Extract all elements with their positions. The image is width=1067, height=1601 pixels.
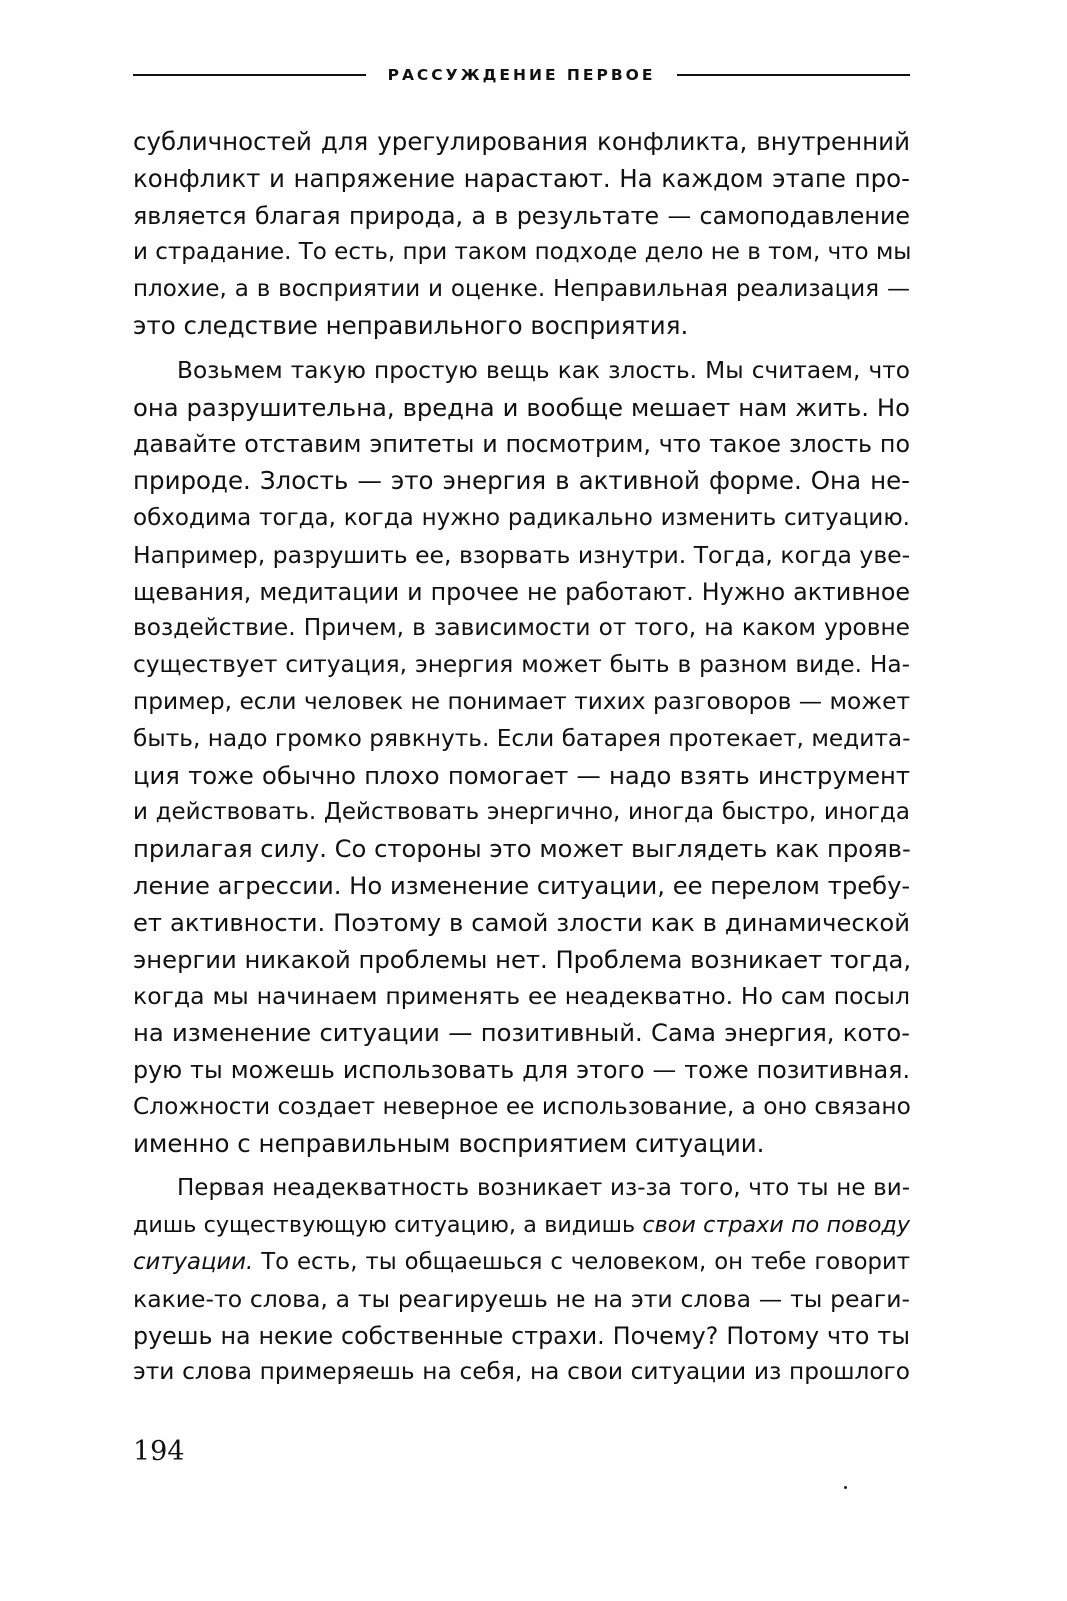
text-line: руешь на некие собственные страхи. Почему? Потому что ты (133, 1321, 910, 1350)
italic-phrase: ситуации. (133, 1248, 254, 1275)
page-number: 194 (133, 1436, 185, 1467)
running-head-rule-left (133, 74, 366, 76)
text-line: именно с неправильным восприятием ситуации. (133, 1128, 765, 1158)
text-line: Например, разрушить ее, взорвать изнутри. Тогда, когда уве- (133, 540, 911, 569)
text-line: давайте отставим эпитеты и посмотрим, что такое злость по (133, 430, 910, 459)
text-run: дишь существующую ситуацию, а видишь (133, 1212, 643, 1239)
text-line: прилагая силу. Со стороны это может выглядеть как прояв- (133, 834, 911, 864)
text-line: является благая природа, а в результате — самоподавление (133, 201, 910, 230)
text-line: она разрушительна, вредна и вообще мешает нам жить. Но (133, 392, 910, 422)
text-line: и действовать. Действовать энергично, иногда быстро, иногда (133, 799, 910, 826)
text-line: ция тоже обычно плохо помогает — надо взять инструмент (133, 760, 910, 790)
text-line: воздействие. Причем, в зависимости от того, на каком уровне (133, 614, 910, 642)
text-line: энергии никакой проблемы нет. Проблема возникает тогда, (133, 944, 912, 974)
text-line: и страдание. То есть, при таком подходе дело не в том, что мы (133, 239, 912, 266)
paragraph-1 (133, 124, 910, 345)
text-line: рую ты можешь использовать для этого — тоже позитивная. (133, 1055, 910, 1084)
text-line (133, 1244, 910, 1281)
running-head-rule-right (677, 74, 910, 76)
text-line: пример, если человек не понимает тихих разговоров — может (133, 687, 910, 715)
text-line: ление агрессии. Но изменение ситуации, ее перелом требу- (133, 870, 911, 900)
paragraph-gap (133, 1162, 910, 1170)
italic-phrase: свои страхи по поводу (642, 1212, 910, 1239)
text-line (133, 1207, 910, 1244)
text-line: обходима тогда, когда нужно радикально изменить ситуацию. (133, 504, 910, 531)
paragraph-3 (133, 1170, 910, 1391)
body-text (133, 124, 910, 1391)
text-line: существует ситуация, энергия может быть в разном виде. На- (133, 651, 910, 679)
text-line: плохие, а в восприятии и оценке. Неправильная реализация — (133, 276, 910, 303)
text-line: это следствие неправильного восприятия. (133, 310, 689, 340)
text-line: ет активности. Поэтому в самой злости как в динамической (133, 907, 910, 937)
text-line: быть, надо громко рявкнуть. Если батарея протекает, медита- (133, 724, 911, 752)
text-line: субличностей для урегулирования конфликта, внутренний (133, 127, 910, 156)
text-line: Первая неадекватность возникает из-за того, что ты не ви- (177, 1175, 910, 1202)
text-line: эти слова примеряешь на себя, на свои ситуации из прошлого (133, 1358, 910, 1386)
running-head-title: РАССУЖДЕНИЕ ПЕРВОЕ (387, 66, 656, 84)
text-line: на изменение ситуации — позитивный. Сама энергия, кото- (133, 1018, 910, 1048)
text-line: Сложности создает неверное ее использование, а оно связано (133, 1092, 911, 1120)
running-head (133, 62, 910, 88)
text-run: То есть, ты общаешься с человеком, он тебе говорит (253, 1248, 910, 1275)
text-line: Возьмем такую простую вещь как злость. Мы считаем, что (177, 356, 910, 384)
text-line: конфликт и напряжение нарастают. На каждом этапе про- (133, 163, 910, 193)
print-speck (844, 1486, 847, 1489)
text-line: когда мы начинаем применять ее неадекватно. Но сам посыл (133, 982, 910, 1011)
text-line: щевания, медитации и прочее не работают. Нужно активное (133, 577, 910, 606)
text-line: природе. Злость — это энергия в активной форме. Она не- (133, 466, 910, 496)
paragraph-2 (133, 353, 910, 1163)
paragraph-gap (133, 345, 910, 353)
text-line: какие-то слова, а ты реагируешь не на эти слова — ты реаги- (133, 1284, 910, 1313)
